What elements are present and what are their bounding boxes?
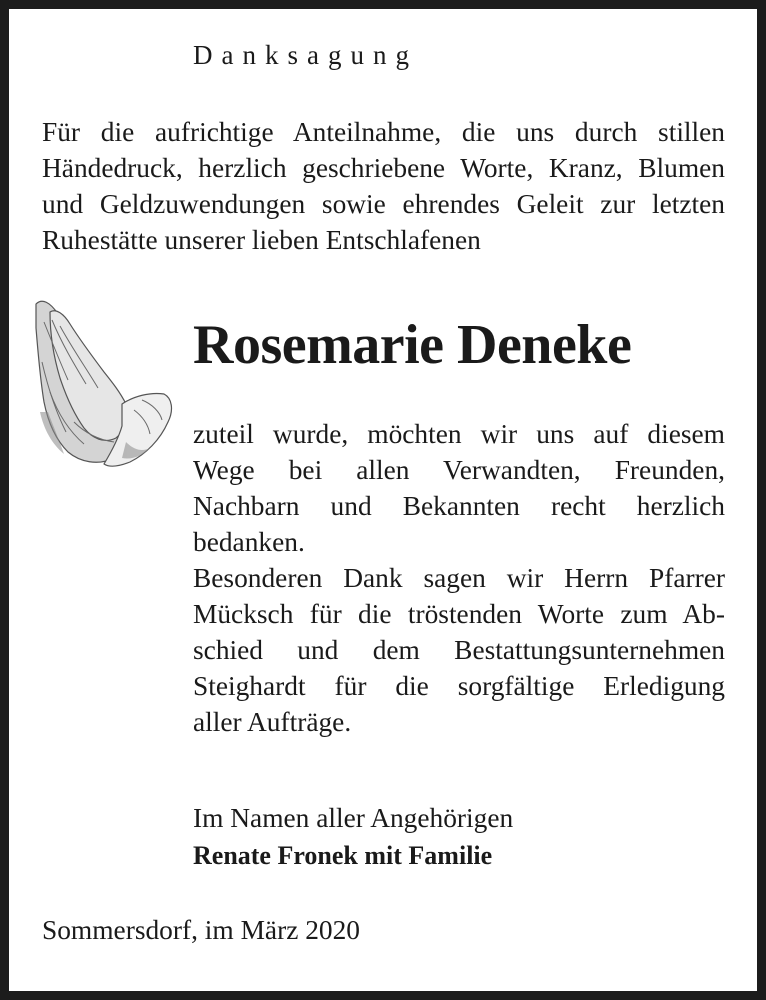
- body-line: Steighardt für die sorgfältige Erledigung: [193, 671, 725, 701]
- body-line: Besonderen Dank sagen wir Herrn Pfarrer: [193, 563, 725, 593]
- body-line: bedanken.: [193, 527, 305, 557]
- body-line: schied und dem Bestattungsunternehmen: [193, 635, 725, 665]
- body-paragraph: [193, 416, 725, 740]
- body-line: Mücksch für die tröstenden Worte zum Ab-: [193, 599, 725, 629]
- body-line: zuteil wurde, möchten wir uns auf diesem: [193, 419, 725, 449]
- body-line: Wege bei allen Verwandten, Freunden,: [193, 455, 725, 485]
- body-line: aller Aufträge.: [193, 707, 352, 737]
- signature: Renate Fronek mit Familie: [193, 841, 493, 870]
- body-line: Nachbarn und Bekannten recht herzlich: [193, 491, 725, 521]
- praying-hands-icon: [30, 292, 176, 472]
- notice-heading: Danksagung: [193, 40, 418, 70]
- place-date: Sommersdorf, im März 2020: [42, 915, 360, 945]
- intro-paragraph: Für die aufrichtige Anteilnahme, die uns durch stillen Händedruck, herzlich geschriebene Worte, Kranz, Blumen und Geldzuwendungen sowie ehrendes Geleit zur letzten Ruhestätte unserer lieben Entschlafenen: [42, 117, 725, 255]
- closing-line: Im Namen aller Angehörigen: [193, 803, 514, 833]
- deceased-name: Rosemarie Deneke: [193, 314, 632, 376]
